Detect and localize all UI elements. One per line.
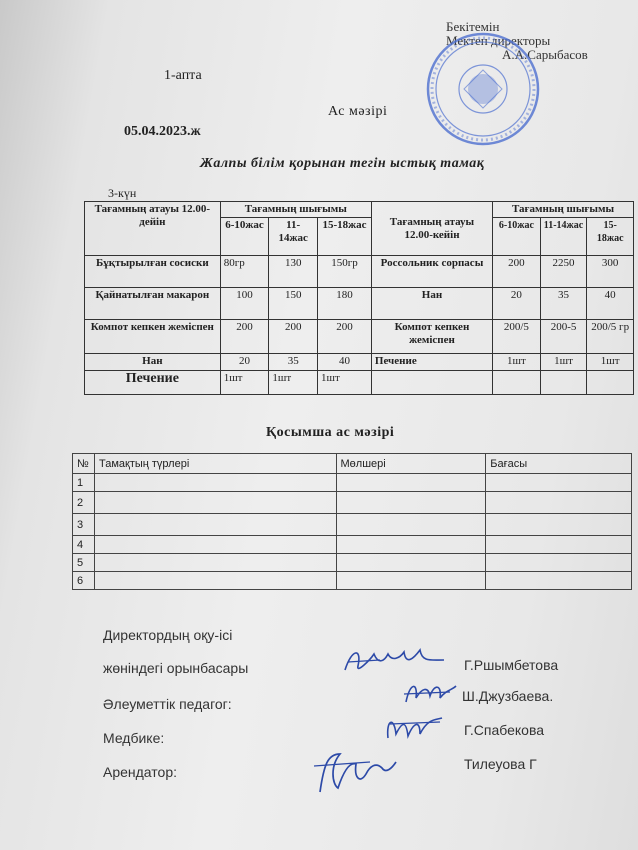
social-pedagogue-signature xyxy=(400,676,460,710)
dish-yield: 200/5 xyxy=(493,320,541,354)
dish-yield: 20 xyxy=(220,354,269,371)
dish-yield: 1шт xyxy=(220,371,269,395)
dish-yield: 200-5 xyxy=(540,320,587,354)
dish-yield xyxy=(493,371,541,395)
table-row xyxy=(85,256,634,288)
table-row xyxy=(73,492,632,514)
dish-yield: 1шт xyxy=(587,354,634,371)
dish-yield: 200 xyxy=(220,320,269,354)
approval-line-1: Бекітемін xyxy=(446,19,500,34)
dish-yield: 200 xyxy=(493,256,541,288)
extra-menu-table xyxy=(72,453,632,590)
age-header: 11-14жас xyxy=(540,218,587,256)
dish-name: Компот кепкен жеміспен xyxy=(371,320,492,354)
dish-yield: 2250 xyxy=(540,256,587,288)
dish-yield: 100 xyxy=(220,288,269,320)
table-row xyxy=(73,474,632,492)
col-number-header: № xyxy=(73,454,95,474)
dish-name: Компот кепкен жеміспен xyxy=(85,320,221,354)
table-row xyxy=(85,371,634,395)
table-row xyxy=(85,320,634,354)
dish-yield: 180 xyxy=(318,288,372,320)
header-name-after-noon: Тағамның атауы 12.00-кейін xyxy=(371,202,492,256)
row-number: 6 xyxy=(73,572,95,590)
dish-name: Печение xyxy=(371,354,492,371)
dish-yield: 200 xyxy=(269,320,318,354)
dish-yield: 200/5 гр xyxy=(587,320,634,354)
row-number: 3 xyxy=(73,514,95,536)
deputy-signature xyxy=(340,640,450,680)
main-menu-table xyxy=(84,201,634,395)
col-type-header: Тамақтың түрлері xyxy=(94,454,336,474)
age-header: 6-10жас xyxy=(493,218,541,256)
tenant-signature xyxy=(310,744,400,800)
menu-title: Ас мәзірі xyxy=(328,104,388,119)
dish-yield: 1шт xyxy=(269,371,318,395)
week-label: 1-апта xyxy=(164,68,202,83)
age-header: 11-14жас xyxy=(269,218,318,256)
dish-name: Бұқтырылған сосиски xyxy=(85,256,221,288)
dish-yield: 150гр xyxy=(318,256,372,288)
row-number: 5 xyxy=(73,554,95,572)
dish-name: Қайнатылған макарон xyxy=(85,288,221,320)
dish-yield: 35 xyxy=(540,288,587,320)
tenant-label: Арендатор: xyxy=(103,764,178,780)
row-number: 2 xyxy=(73,492,95,514)
dish-yield: 40 xyxy=(587,288,634,320)
official-stamp xyxy=(424,30,542,148)
day-label: 3-күн xyxy=(108,186,137,200)
dish-name: Печение xyxy=(85,371,221,395)
extra-menu-title: Қосымша ас мәзірі xyxy=(266,425,395,440)
dish-name: Россольник сорпасы xyxy=(371,256,492,288)
menu-date: 05.04.2023.ж xyxy=(124,124,201,139)
tenant-name: Тилеуова Г xyxy=(464,756,537,772)
dish-yield: 20 xyxy=(493,288,541,320)
table-row xyxy=(73,536,632,554)
table-row xyxy=(85,354,634,371)
deputy-label-line-1: Директордың оқу-ісі xyxy=(103,627,233,643)
nurse-label: Медбике: xyxy=(103,730,165,746)
age-header: 15-18жас xyxy=(587,218,634,256)
col-price-header: Бағасы xyxy=(486,454,632,474)
table-row xyxy=(85,288,634,320)
dish-yield: 1шт xyxy=(540,354,587,371)
dish-name: Нан xyxy=(371,288,492,320)
table-row xyxy=(73,514,632,536)
deputy-label-line-2: жөніндегі орынбасары xyxy=(103,660,249,676)
dish-name: Нан xyxy=(85,354,221,371)
social-pedagogue-label: Әлеуметтік педагог: xyxy=(103,696,232,712)
row-number: 1 xyxy=(73,474,95,492)
header-yield-left: Тағамның шығымы xyxy=(220,202,371,218)
menu-subtitle: Жалпы білім қорынан тегін ыстық тамақ xyxy=(200,156,485,171)
dish-name xyxy=(371,371,492,395)
col-amount-header: Мөлшері xyxy=(336,454,486,474)
dish-yield xyxy=(587,371,634,395)
dish-yield: 130 xyxy=(269,256,318,288)
deputy-name: Г.Ршымбетова xyxy=(464,657,559,673)
dish-yield: 80гр xyxy=(220,256,269,288)
approval-line-2: Мектеп директоры xyxy=(446,33,551,48)
dish-yield xyxy=(540,371,587,395)
table-row xyxy=(73,554,632,572)
table-row xyxy=(73,572,632,590)
dish-yield: 200 xyxy=(318,320,372,354)
dish-yield: 1шт xyxy=(493,354,541,371)
age-header: 15-18жас xyxy=(318,218,372,256)
header-name-before-noon: Тағамның атауы 12.00-дейін xyxy=(85,202,221,256)
approval-line-3: А.А.Сарыбасов xyxy=(502,47,588,62)
dish-yield: 150 xyxy=(269,288,318,320)
social-pedagogue-name: Ш.Джузбаева. xyxy=(462,688,554,704)
nurse-signature xyxy=(380,710,450,746)
header-yield-right: Тағамның шығымы xyxy=(493,202,634,218)
age-header: 6-10жас xyxy=(220,218,269,256)
row-number: 4 xyxy=(73,536,95,554)
nurse-name: Г.Спабекова xyxy=(464,722,545,738)
dish-yield: 300 xyxy=(587,256,634,288)
dish-yield: 40 xyxy=(318,354,372,371)
dish-yield: 1шт xyxy=(318,371,372,395)
dish-yield: 35 xyxy=(269,354,318,371)
